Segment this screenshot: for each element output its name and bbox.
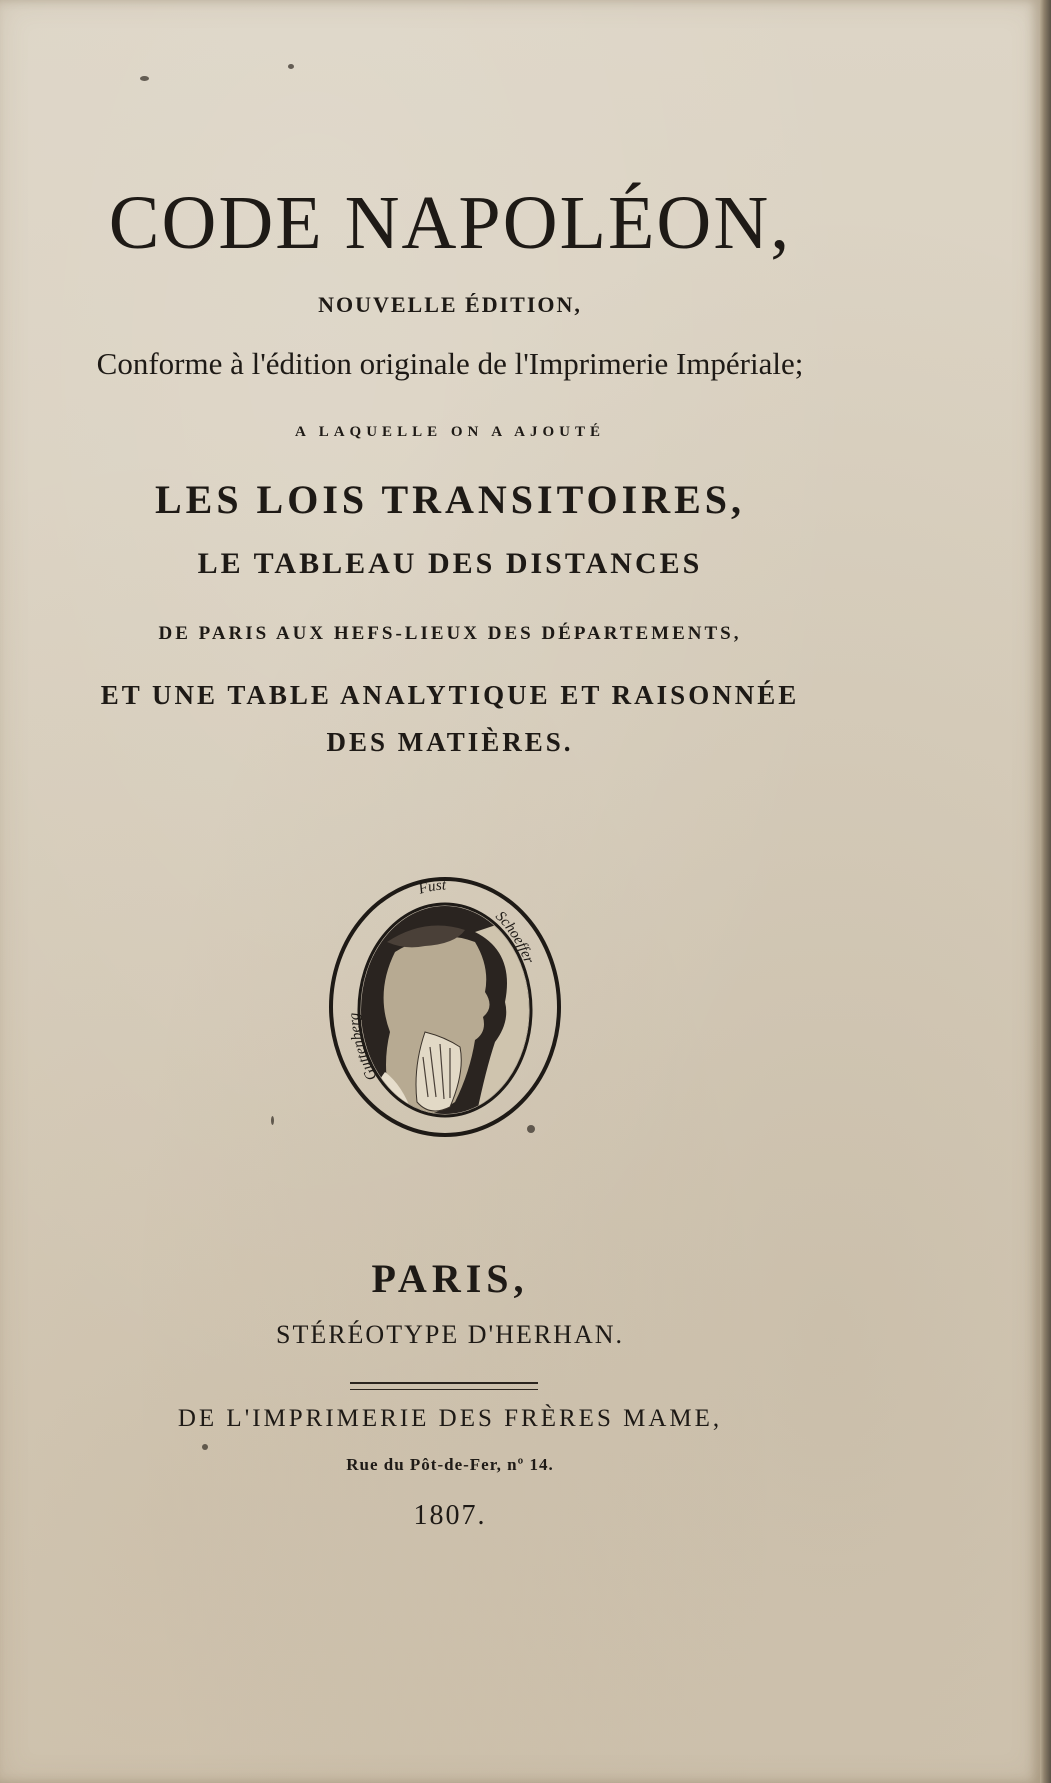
tableau-distances-line: LE TABLEAU DES DISTANCES (197, 547, 703, 580)
medallion-label-top: Fust (416, 877, 447, 898)
lois-transitoires-line: LES LOIS TRANSITOIRES, (154, 477, 746, 522)
double-rule-divider (350, 1382, 538, 1390)
printers-medallion-vignette (325, 872, 565, 1137)
paper-speck (527, 1125, 535, 1133)
paper-speck (288, 64, 294, 69)
matieres-line: DES MATIÈRES. (326, 727, 574, 757)
medallion-label-right: Schoeffer (492, 908, 537, 966)
stereotype-line: STÉRÉOTYPE D'HERHAN. (275, 1320, 624, 1349)
medallion-label-left: Guttenberg (346, 1012, 381, 1083)
paper-speck (202, 1444, 208, 1450)
city-name: PARIS, (371, 1256, 529, 1301)
laquelle-line: A LAQUELLE ON A AJOUTÉ (294, 424, 606, 440)
imprimerie-line: DE L'IMPRIMERIE DES FRÈRES MAME, (177, 1405, 723, 1432)
page-edge-shadow (1040, 0, 1051, 1783)
paper-speck (140, 76, 149, 81)
conforme-line: Conforme à l'édition originale de l'Imprimerie Impériale; (96, 346, 804, 381)
edition-line: NOUVELLE ÉDITION, (318, 292, 582, 317)
table-analytique-line: ET UNE TABLE ANALYTIQUE ET RAISONNÉE (100, 680, 800, 710)
paper-speck (271, 1116, 274, 1125)
book-title: CODE NAPOLÉON, (108, 181, 792, 265)
street-address-line: Rue du Pôt-de-Fer, nº 14. (346, 1455, 554, 1474)
publication-year: 1807. (413, 1500, 487, 1531)
paris-departements-line: DE PARIS AUX HEFS-LIEUX DES DÉPARTEMENTS, (158, 623, 742, 644)
